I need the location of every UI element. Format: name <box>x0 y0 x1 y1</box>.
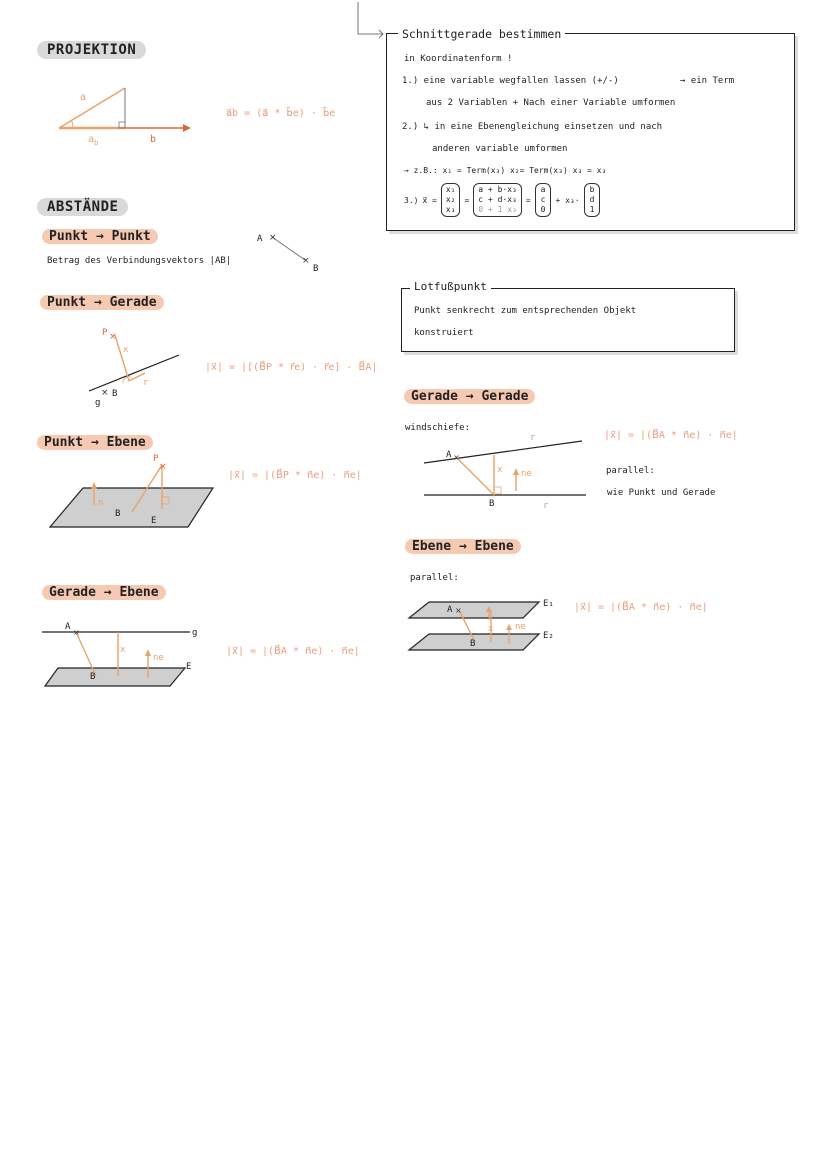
punkt-gerade-diagram <box>85 325 185 405</box>
label-p: P <box>102 328 108 338</box>
schnittgerade-title: Schnittgerade bestimmen <box>398 27 565 41</box>
label-p-ebene: P <box>153 454 159 464</box>
label-n-gg: ne <box>521 469 532 479</box>
label-e-ge: E <box>186 662 192 672</box>
sg-step3-label: 3.) <box>404 195 419 205</box>
svg-text:×: × <box>453 453 460 462</box>
gerade-ebene-formula: |x⃗| = |(B⃗A * n⃗e) · n⃗e| <box>226 646 360 657</box>
gerade-ebene-title: Gerade → Ebene <box>42 585 166 600</box>
ebene-ebene-formula: |x⃗| = |(B⃗A * n⃗e) · n⃗e| <box>574 602 708 613</box>
lotfusspunkt-box <box>401 288 735 352</box>
punkt-punkt-desc: Betrag des Verbindungsvektors |AB| <box>47 256 232 266</box>
label-b-ee: B <box>470 639 476 649</box>
label-vector-a: a <box>80 92 87 103</box>
label-g: g <box>95 398 101 408</box>
punkt-punkt-title: Punkt → Punkt <box>42 229 158 244</box>
lotfusspunkt-l1: Punkt senkrecht zum entsprechenden Objekt <box>414 306 637 316</box>
svg-text:×: × <box>73 628 80 637</box>
label-r2-gg: r <box>543 501 549 511</box>
label-a-gg: A <box>446 450 452 460</box>
punkt-gerade-formula: |x⃗| = |[(B⃗P * r⃗e) · r⃗e] - B⃗A| <box>205 362 378 373</box>
projektion-heading: PROJEKTION <box>37 41 146 59</box>
label-x-gg: x <box>497 465 503 475</box>
label-n-ee: ne <box>515 622 526 632</box>
svg-text:×: × <box>101 388 109 398</box>
label-point-b: B <box>313 264 319 274</box>
sg-matrix-2: a + b·x₃ c + d·x₃ 0 + 1 x₃ <box>473 183 522 217</box>
label-vector-b: b <box>150 134 157 145</box>
sg-line-3: → z.B.: x₁ = Term(x₃) x₂= Term(x₃) x₃ = x₃ <box>404 166 607 175</box>
gerade-gerade-diagram <box>420 435 590 510</box>
punkt-ebene-title: Punkt → Ebene <box>37 435 153 450</box>
label-r1-gg: r <box>530 433 536 443</box>
label-a-ee: A <box>447 605 453 615</box>
punkt-gerade-title: Punkt → Gerade <box>40 295 164 310</box>
gerade-ebene-diagram <box>40 620 200 690</box>
gerade-gerade-formula: |x⃗| = |(B⃗A * n⃗e) · n⃗e| <box>604 430 738 441</box>
sg-line-2a: 2.) ↳ in eine Ebenengleichung einsetzen und nach <box>402 122 663 132</box>
projektion-diagram <box>55 82 195 152</box>
label-b: B <box>112 389 118 399</box>
parallel-label-gg: parallel: <box>606 466 655 476</box>
abstaende-heading: ABSTÄNDE <box>37 198 128 216</box>
parallel-label-ee: parallel: <box>410 573 459 583</box>
sg-x-vector: x⃗ = <box>422 195 437 205</box>
windschief-label: windschiefe: <box>405 423 471 433</box>
punkt-ebene-formula: |x⃗| = |(B⃗P * n⃗e) · n⃗e| <box>228 470 362 481</box>
label-n-ge: ne <box>153 653 164 663</box>
parallel-desc-gg: wie Punkt und Gerade <box>607 488 716 498</box>
sg-line-0: in Koordinatenform ! <box>404 54 513 64</box>
sg-matrix-1: x₁ x₂ x₃ <box>441 183 461 217</box>
sg-matrix-row: 3.) x⃗ = x₁ x₂ x₃ = a + b·x₃ c + d·x₃ 0 + 1 x₃ = a c 0 + x₃· b d 1 <box>404 180 600 220</box>
svg-text:×: × <box>269 233 277 243</box>
gerade-gerade-title: Gerade → Gerade <box>404 389 535 404</box>
sg-line-2b: anderen variable umformen <box>432 144 568 154</box>
lotfusspunkt-title: Lotfußpunkt <box>410 280 491 293</box>
label-b-ebene: B <box>115 509 121 519</box>
sg-matrix-4: b d 1 <box>584 183 601 217</box>
label-b-gg: B <box>489 499 495 509</box>
sg-line-1a: 1.) eine variable wegfallen lassen (+/-) <box>402 76 619 86</box>
punkt-ebene-diagram <box>48 455 218 535</box>
sg-matrix-3: a c 0 <box>535 183 552 217</box>
label-e-ebene: E <box>151 516 157 526</box>
svg-text:×: × <box>302 256 310 266</box>
sg-line-1b: → ein Term <box>680 76 735 86</box>
label-e2-ee: E₂ <box>543 631 554 641</box>
label-r: r <box>143 378 149 388</box>
svg-text:×: × <box>109 332 117 342</box>
projektion-formula: a⃗b = (a⃗ * b⃗e) · b⃗e <box>226 108 336 119</box>
label-e1-ee: E₁ <box>543 599 554 609</box>
label-a-ge: A <box>65 622 71 632</box>
label-x-ge: x <box>120 645 126 655</box>
svg-text:×: × <box>455 606 462 615</box>
label-vector-ab: $a_b$ <box>88 134 99 147</box>
label-x-ee: x <box>488 624 494 634</box>
label-n-ebene: n <box>98 498 104 508</box>
label-point-a: A <box>257 234 263 244</box>
label-x: x <box>123 345 129 355</box>
label-g-ge: g <box>192 628 198 638</box>
ebene-ebene-title: Ebene → Ebene <box>405 539 521 554</box>
svg-text:×: × <box>159 462 167 472</box>
lotfusspunkt-l2: konstruiert <box>414 328 474 338</box>
label-b-ge: B <box>90 672 96 682</box>
sg-line-1c: aus 2 Variablen + Nach einer Variable umformen <box>426 98 676 108</box>
